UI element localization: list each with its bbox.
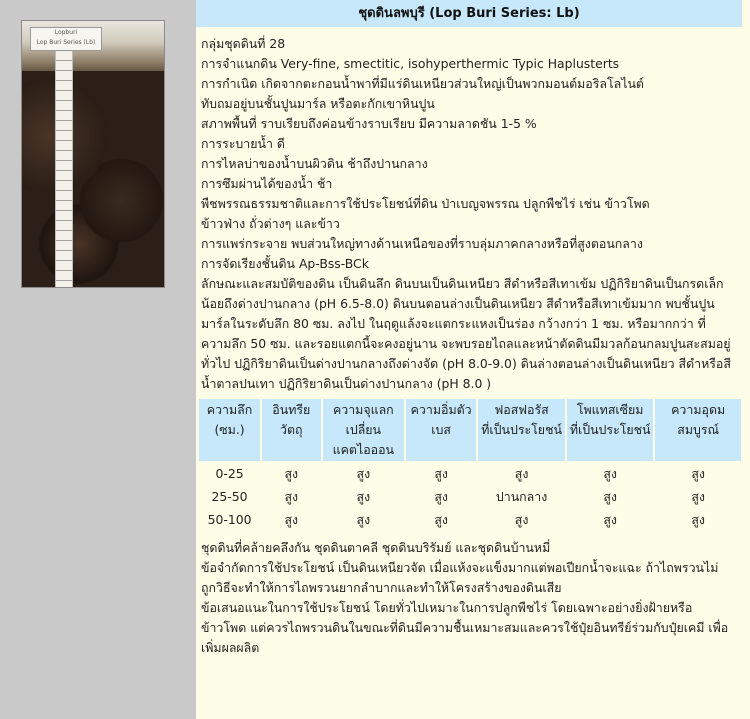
- header-line: (ซม.): [214, 422, 245, 437]
- table-cell: สูง: [655, 509, 741, 530]
- text-line: การไหลบ่าของน้ำบนผิวดิน ช้าถึงปานกลาง: [201, 156, 428, 171]
- table-header-cell: [478, 399, 565, 461]
- content: [201, 34, 741, 658]
- photo-label-line2: Lop Buri Series (Lb): [36, 39, 96, 46]
- table-header-cell: [406, 399, 476, 461]
- table-cell: สูง: [567, 486, 653, 507]
- text-line: ลักษณะและสมบัติของดิน เป็นดินลึก ดินบนเป็นดินเหนียว สีดำหรือสีเทาเข้ม ปฏิกิริยาดินเป็นกรดเล็ก: [201, 276, 724, 291]
- header-line: แคตไอออน: [332, 442, 394, 457]
- text-line: การระบายน้ำ ดี: [201, 136, 285, 151]
- page-title: ชุดดินลพบุรี (Lop Buri Series: Lb): [196, 0, 742, 27]
- table-cell: สูง: [323, 509, 405, 530]
- text-line: พืชพรรณธรรมชาติและการใช้ประโยชน์ที่ดิน ป่าเบญจพรรณ ปลูกพืชไร่ เช่น ข้าวโพด: [201, 196, 650, 211]
- text-line: การจัดเรียงชั้นดิน Ap-Bss-BCk: [201, 256, 369, 271]
- table-row: [199, 463, 741, 484]
- header-line: ฟอสฟอรัส: [494, 402, 549, 417]
- text-line: ข้อจำกัดการใช้ประโยชน์ เป็นดินเหนียวจัด เมื่อแห้งจะแข็งมากแต่พอเปียกน้ำจะแฉะ ถ้าไถพรวนไม่: [201, 560, 719, 575]
- text-line: น้ำตาลปนเทา ปฏิกิริยาดินเป็นด่างปานกลาง (pH 8.0 ): [201, 376, 492, 391]
- text-line: การจำแนกดิน Very-fine, smectitic, isohyperthermic Typic Haplusterts: [201, 56, 620, 71]
- table-cell: สูง: [406, 463, 476, 484]
- text-line: ชุดดินที่คล้ายคลึงกัน ชุดดินตาคลี ชุดดินบริรัมย์ และชุดดินบ้านหมี่: [201, 540, 551, 555]
- header-line: วัตถุ: [280, 422, 303, 437]
- header-line: ความลึก: [206, 402, 253, 417]
- table-cell: สูง: [655, 463, 741, 484]
- table-header-cell: [567, 399, 653, 461]
- main-panel: [196, 0, 750, 719]
- photo-label: [30, 27, 102, 51]
- left-sidebar: [0, 0, 184, 719]
- table-cell: 25-50: [199, 486, 260, 507]
- text-line: ทั่วไป ปฏิกิริยาดินเป็นด่างปานกลางถึงด่างจัด (pH 8.0-9.0) ดินล่างตอนล่างเป็นดินเหนียว สีดำหรือสี: [201, 356, 731, 371]
- table-cell: สูง: [323, 463, 405, 484]
- soil-profile-photo: [21, 20, 165, 288]
- table-cell: สูง: [323, 486, 405, 507]
- table-cell: สูง: [406, 509, 476, 530]
- table-cell: 50-100: [199, 509, 260, 530]
- header-line: ที่เป็นประโยชน์: [569, 422, 651, 437]
- header-line: ความอิ่มตัว: [410, 402, 472, 417]
- table-header-cell: [323, 399, 405, 461]
- text-line: ข้อเสนอแนะในการใช้ประโยชน์ โดยทั่วไปเหมาะในการปลูกพืชไร่ โดยเฉพาะอย่างยิ่งฝ้ายหรือ: [201, 600, 693, 615]
- text-line: ข้าวฟ่าง ถั่วต่างๆ และข้าว: [201, 216, 340, 231]
- header-line: ความจุแลก: [332, 402, 394, 417]
- table-cell: สูง: [478, 509, 565, 530]
- header-line: โพแทสเซียม: [576, 402, 644, 417]
- table-body: [199, 463, 741, 530]
- table-cell: สูง: [262, 486, 320, 507]
- header-line: เปลี่ยน: [345, 422, 382, 437]
- table-cell: 0-25: [199, 463, 260, 484]
- table-cell: สูง: [478, 463, 565, 484]
- table-cell: สูง: [262, 509, 320, 530]
- text-line: ทับถมอยู่บนชั้นปูนมาร์ล หรือตะกักเขาหินปูน: [201, 96, 435, 111]
- text-line: การกำเนิด เกิดจากตะกอนน้ำพาที่มีแร่ดินเหนียวส่วนใหญ่เป็นพวกมอนต์มอริลโลไนต์: [201, 76, 644, 91]
- table-header-cell: [655, 399, 741, 461]
- text-line: มาร์ลในระดับลึก 80 ซม. ลงไป ในฤดูแล้งจะแตกระแหงเป็นร่อง กว้างกว่า 1 ซม. หรือมากกว่า ที่: [201, 316, 706, 331]
- table-row: [199, 509, 741, 530]
- description-bottom: [201, 538, 741, 658]
- table-cell: สูง: [567, 463, 653, 484]
- header-line: ความอุดม: [671, 402, 726, 417]
- text-line: ความลึก 50 ซม. และรอยแตกนี้จะคงอยู่นาน จะพบรอยไถลและหน้าตัดดินมีมวลก้อนกลมปูนสะสมอยู่: [201, 336, 731, 351]
- table-cell: สูง: [655, 486, 741, 507]
- text-line: กลุ่มชุดดินที่ 28: [201, 36, 286, 51]
- table-cell: สูง: [406, 486, 476, 507]
- text-line: สภาพพื้นที่ ราบเรียบถึงค่อนข้างราบเรียบ มีความลาดชัน 1-5 %: [201, 116, 537, 131]
- table-cell: ปานกลาง: [478, 486, 565, 507]
- table-cell: สูง: [567, 509, 653, 530]
- soil-properties-table: [197, 397, 743, 532]
- table-header-cell: [262, 399, 320, 461]
- measuring-tape: [55, 51, 73, 288]
- header-line: สมบูรณ์: [677, 422, 720, 437]
- description-top: [201, 34, 741, 394]
- text-line: ข้าวโพด แต่ควรไถพรวนดินในขณะที่ดินมีความชื้นเหมาะสมและควรใช้ปุ๋ยอินทรีย์ร่วมกับปุ๋ยเคมี เพื่อ: [201, 620, 729, 635]
- header-line: เบส: [431, 422, 451, 437]
- header-line: อินทรีย: [272, 402, 311, 417]
- text-line: การซึมผ่านได้ของน้ำ ช้า: [201, 176, 333, 191]
- table-header-row: [199, 399, 741, 461]
- header-line: ที่เป็นประโยชน์: [481, 422, 562, 437]
- text-line: การแพร่กระจาย พบส่วนใหญ่ทางด้านเหนือของที่ราบลุ่มภาคกลางหรือที่สูงตอนกลาง: [201, 236, 643, 251]
- soil-texture: [22, 71, 164, 287]
- table-header-cell: [199, 399, 260, 461]
- table-cell: สูง: [262, 463, 320, 484]
- text-line: เพิ่มผลผลิต: [201, 640, 260, 655]
- text-line: ถูกวิธีจะทำให้การไถพรวนยากลำบากและทำให้โครงสร้างของดินเสีย: [201, 580, 562, 595]
- table-row: [199, 486, 741, 507]
- text-line: น้อยถึงด่างปานกลาง (pH 6.5-8.0) ดินบนตอนล่างเป็นดินเหนียว สีดำหรือสีเทาเข้มมาก พบชั้นปูน: [201, 296, 715, 311]
- photo-label-line1: Lopburi: [54, 29, 78, 36]
